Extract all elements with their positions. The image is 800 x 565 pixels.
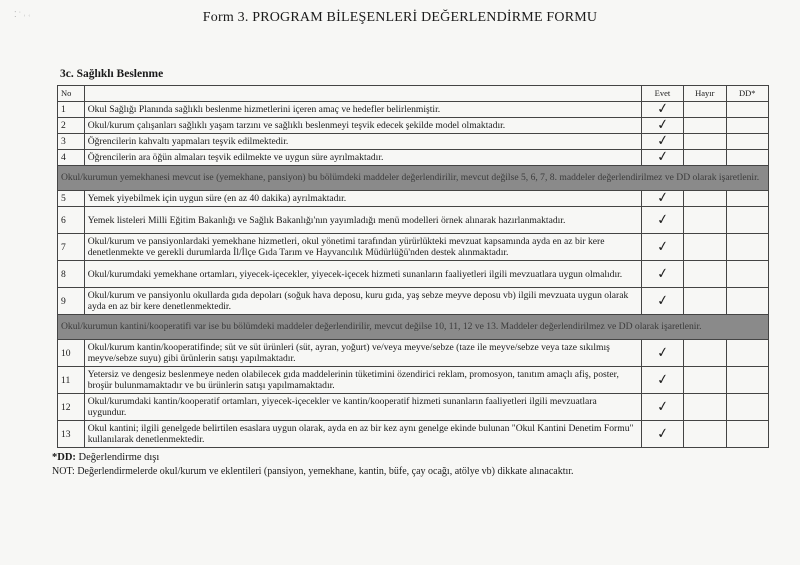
row-criterion: Yetersiz ve dengesiz beslenmeye neden olabilecek gıda maddelerinin tüketimini özendirici reklam, promosyon, tanıtım amaçlı afiş, poster, broşür bulunmamaktadır ve bu ürünlerin satışı yapılmamaktadır. xyxy=(84,367,641,394)
row-criterion: Okul/kurum kantin/kooperatifinde; süt ve süt ürünleri (süt, ayran, yoğurt) ve/veya meyve/sebze (taze ile meyve/sebze veya taze sıkılmış meyve/sebze suyu) gibi ürünlerin satışı yapılmaktadır. xyxy=(84,340,641,367)
cell-hayir[interactable] xyxy=(684,118,726,134)
row-number: 4 xyxy=(58,150,85,166)
table-row xyxy=(58,367,769,394)
cell-evet[interactable] xyxy=(641,261,683,288)
section-condition-row xyxy=(58,166,769,191)
section-condition-row xyxy=(58,315,769,340)
check-mark-icon: ✓ xyxy=(655,189,670,207)
cell-hayir[interactable] xyxy=(684,134,726,150)
table-row xyxy=(58,261,769,288)
cell-evet[interactable] xyxy=(641,134,683,150)
row-number: 12 xyxy=(58,394,85,421)
row-criterion: Öğrencilerin kahvaltı yapmaları teşvik edilmektedir. xyxy=(84,134,641,150)
cell-dd[interactable] xyxy=(726,207,768,234)
check-mark-icon: ✓ xyxy=(655,264,670,283)
column-header-description xyxy=(84,86,641,102)
row-criterion: Okul/kurumdaki kantin/kooperatif ortamları, yiyecek-içecekler ve kantin/kooperatif hizmeti sunanların faaliyetleri ilgili mevzuatlara uygundur. xyxy=(84,394,641,421)
section-title: 3c. Sağlıklı Beslenme xyxy=(60,68,164,80)
section-condition-text: Okul/kurumun kantini/kooperatifi var ise bu bölümdeki maddeler değerlendirilir, mevcut değilse 10, 11, 12 ve 13. Maddeler değerlendirilmez ve DD olarak işaretlenir. xyxy=(58,315,769,340)
cell-evet[interactable] xyxy=(641,394,683,421)
table-row xyxy=(58,421,769,448)
cell-dd[interactable] xyxy=(726,118,768,134)
row-number: 1 xyxy=(58,102,85,118)
check-mark-icon: ✓ xyxy=(655,100,670,118)
row-number: 8 xyxy=(58,261,85,288)
cell-dd[interactable] xyxy=(726,234,768,261)
cell-hayir[interactable] xyxy=(684,421,726,448)
check-mark-icon: ✓ xyxy=(655,343,670,362)
cell-hayir[interactable] xyxy=(684,288,726,315)
cell-dd[interactable] xyxy=(726,367,768,394)
row-number: 2 xyxy=(58,118,85,134)
row-criterion: Okul kantini; ilgili genelgede belirtilen esaslara uygun olarak, ayda en az bir kez aynı genelge ekinde bulunan "Okul Kantini Denetim Formu" kullanılarak denetlenmektedir. xyxy=(84,421,641,448)
row-number: 9 xyxy=(58,288,85,315)
check-mark-icon: ✓ xyxy=(655,210,670,229)
cell-dd[interactable] xyxy=(726,134,768,150)
cell-evet[interactable] xyxy=(641,207,683,234)
row-criterion: Öğrencilerin ara öğün almaları teşvik edilmekte ve uygun süre ayrılmaktadır. xyxy=(84,150,641,166)
cell-hayir[interactable] xyxy=(684,367,726,394)
row-criterion: Okul/kurum ve pansiyonlardaki yemekhane hizmetleri, okul yönetimi tarafından yürürlükteki mevzuat kapsamında ayda en az bir kere denetlenmekte ve gerekli durumlarda İl/İlçe Gıda Tarım ve Hayvancılık Müdürlüğü'nden destek alınmaktadır. xyxy=(84,234,641,261)
cell-hayir[interactable] xyxy=(684,234,726,261)
row-criterion: Okul/kurum ve pansiyonlu okullarda gıda depoları (soğuk hava deposu, kuru gıda, yaş sebze meyve deposu vb) ilgili mevzuata uygun olarak ayda en az bir kere denetlenmektedir. xyxy=(84,288,641,315)
row-number: 7 xyxy=(58,234,85,261)
column-header-hayir: Hayır xyxy=(684,86,726,102)
table-header-row xyxy=(58,86,769,102)
row-criterion: Yemek listeleri Milli Eğitim Bakanlığı ve Sağlık Bakanlığı'nın yayımladığı menü modelleri örnek alınarak hazırlanmaktadır. xyxy=(84,207,641,234)
check-mark-icon: ✓ xyxy=(655,237,670,256)
row-number: 10 xyxy=(58,340,85,367)
column-header-no: No xyxy=(58,86,85,102)
cell-hayir[interactable] xyxy=(684,207,726,234)
footnote-dd-label: *DD: xyxy=(52,452,76,463)
table-row xyxy=(58,340,769,367)
footnote-note: NOT: Değerlendirmelerde okul/kurum ve eklentileri (pansiyon, yemekhane, kantin, büfe, çay ocağı, atölye vb) dikkate alınacaktır. xyxy=(52,466,574,477)
row-criterion: Yemek yiyebilmek için uygun süre (en az 40 dakika) ayrılmaktadır. xyxy=(84,191,641,207)
row-criterion: Okul Sağlığı Planında sağlıklı beslenme hizmetlerini içeren amaç ve hedefler belirlenmiştir. xyxy=(84,102,641,118)
cell-dd[interactable] xyxy=(726,102,768,118)
cell-dd[interactable] xyxy=(726,421,768,448)
row-number: 11 xyxy=(58,367,85,394)
cell-dd[interactable] xyxy=(726,394,768,421)
footnote-dd xyxy=(52,452,159,463)
table-row xyxy=(58,234,769,261)
check-mark-icon: ✓ xyxy=(655,370,670,389)
footnote-dd-text: Değerlendirme dışı xyxy=(78,452,160,463)
check-mark-icon: ✓ xyxy=(655,424,670,443)
cell-dd[interactable] xyxy=(726,150,768,166)
cell-evet[interactable] xyxy=(641,288,683,315)
check-mark-icon: ✓ xyxy=(655,291,670,310)
cell-evet[interactable] xyxy=(641,340,683,367)
cell-hayir[interactable] xyxy=(684,191,726,207)
table-row xyxy=(58,207,769,234)
cell-evet[interactable] xyxy=(641,367,683,394)
column-header-dd: DD* xyxy=(726,86,768,102)
table-row xyxy=(58,288,769,315)
check-mark-icon: ✓ xyxy=(655,116,670,134)
column-header-evet: Evet xyxy=(641,86,683,102)
table-row xyxy=(58,134,769,150)
cell-dd[interactable] xyxy=(726,340,768,367)
row-criterion: Okul/kurum çalışanları sağlıklı yaşam tarzını ve sağlıklı beslenmeyi teşvik edecek şekilde model olmaktadır. xyxy=(84,118,641,134)
cell-hayir[interactable] xyxy=(684,340,726,367)
cell-hayir[interactable] xyxy=(684,150,726,166)
page-title: Form 3. PROGRAM BİLEŞENLERİ DEĞERLENDİRME FORMU xyxy=(202,10,598,25)
table-row xyxy=(58,394,769,421)
evaluation-table xyxy=(57,85,769,448)
cell-hayir[interactable] xyxy=(684,261,726,288)
cell-evet[interactable] xyxy=(641,118,683,134)
scan-artifact: ⁚ ˙ ˒ ˓ xyxy=(14,10,31,19)
cell-dd[interactable] xyxy=(726,191,768,207)
row-number: 5 xyxy=(58,191,85,207)
cell-dd[interactable] xyxy=(726,288,768,315)
cell-hayir[interactable] xyxy=(684,394,726,421)
cell-evet[interactable] xyxy=(641,234,683,261)
section-condition-text: Okul/kurumun yemekhanesi mevcut ise (yemekhane, pansiyon) bu bölümdeki maddeler değerlendirilir, mevcut değilse 5, 6, 7, 8. maddeler değerlendirilmez ve DD olarak işaretlenir. xyxy=(58,166,769,191)
table-row xyxy=(58,150,769,166)
row-number: 6 xyxy=(58,207,85,234)
check-mark-icon: ✓ xyxy=(655,397,670,416)
table-row xyxy=(58,102,769,118)
row-number: 3 xyxy=(58,134,85,150)
cell-hayir[interactable] xyxy=(684,102,726,118)
cell-evet[interactable] xyxy=(641,191,683,207)
cell-evet[interactable] xyxy=(641,421,683,448)
table-row xyxy=(58,191,769,207)
cell-evet[interactable] xyxy=(641,150,683,166)
check-mark-icon: ✓ xyxy=(655,132,670,150)
cell-dd[interactable] xyxy=(726,261,768,288)
table-row xyxy=(58,118,769,134)
row-number: 13 xyxy=(58,421,85,448)
check-mark-icon: ✓ xyxy=(655,148,670,166)
cell-evet[interactable] xyxy=(641,102,683,118)
row-criterion: Okul/kurumdaki yemekhane ortamları, yiyecek-içecekler, yiyecek-içecek hizmeti sunanların faaliyetleri ilgili mevzuatlara uygun olmalıdır. xyxy=(84,261,641,288)
